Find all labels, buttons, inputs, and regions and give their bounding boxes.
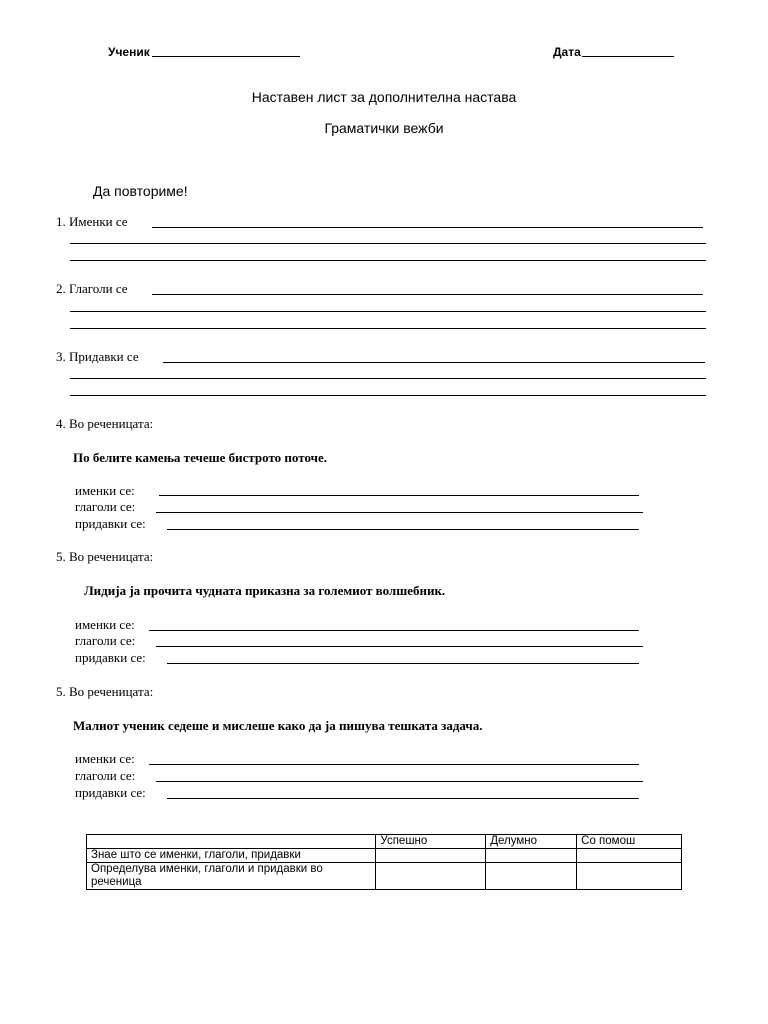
evaluation-cell[interactable] xyxy=(376,849,486,863)
sentence-2-adjectives-label: придавки се: xyxy=(75,650,146,665)
question-3-line-1[interactable] xyxy=(163,362,705,363)
sentence-3-verbs-label: глаголи се: xyxy=(75,768,136,783)
date-line[interactable] xyxy=(582,56,674,57)
sentence-3-verbs-line[interactable] xyxy=(156,781,643,782)
evaluation-header-success: Успешно xyxy=(376,835,486,849)
sentence-1-verbs-label: глаголи се: xyxy=(75,499,136,514)
sentence-1-adjectives-label: придавки се: xyxy=(75,516,146,531)
evaluation-cell[interactable] xyxy=(577,849,682,863)
question-1-label: 1. Именки се xyxy=(56,214,128,229)
evaluation-header-partial: Делумно xyxy=(486,835,577,849)
student-label: Ученик xyxy=(108,45,150,59)
evaluation-cell[interactable] xyxy=(376,863,486,890)
sentence-2-label: 5. Во реченицата: xyxy=(56,549,154,564)
question-1-line-2[interactable] xyxy=(70,243,706,244)
sentence-2-verbs-label: глаголи се: xyxy=(75,633,136,648)
question-1-line-1[interactable] xyxy=(152,227,703,228)
sentence-2-adjectives-line[interactable] xyxy=(167,663,639,664)
sentence-1-nouns-line[interactable] xyxy=(159,495,639,496)
sentence-2-text: Лидија ја прочита чудната приказна за големиот волшебник. xyxy=(84,583,446,598)
question-2-line-1[interactable] xyxy=(152,294,703,295)
date-label: Дата xyxy=(553,45,581,59)
question-1-line-3[interactable] xyxy=(70,260,706,261)
sentence-1-verbs-line[interactable] xyxy=(156,512,643,513)
table-row xyxy=(87,863,682,890)
sentence-3-nouns-label: именки се: xyxy=(75,751,135,766)
sentence-1-adjectives-line[interactable] xyxy=(167,529,639,530)
sentence-1-text: По белите камења течеше бистрото поточе. xyxy=(73,450,327,465)
question-2-line-3[interactable] xyxy=(70,328,706,329)
question-3-line-3[interactable] xyxy=(70,395,706,396)
evaluation-table xyxy=(86,834,682,890)
sentence-3-adjectives-line[interactable] xyxy=(167,798,639,799)
evaluation-header-row xyxy=(87,835,682,849)
question-3-line-2[interactable] xyxy=(70,378,706,379)
sentence-2-verbs-line[interactable] xyxy=(156,646,643,647)
sentence-2-nouns-line[interactable] xyxy=(149,630,639,631)
question-2-label: 2. Глаголи се xyxy=(56,281,128,296)
evaluation-header-cell xyxy=(87,835,376,849)
evaluation-cell[interactable] xyxy=(577,863,682,890)
sentence-3-adjectives-label: придавки се: xyxy=(75,785,146,800)
evaluation-cell[interactable] xyxy=(486,863,577,890)
sentence-3-nouns-line[interactable] xyxy=(149,764,639,765)
page-title: Наставен лист за дополнителна настава xyxy=(251,89,517,105)
evaluation-cell[interactable] xyxy=(486,849,577,863)
sentence-2-nouns-label: именки се: xyxy=(75,617,135,632)
intro-text: Да повториме! xyxy=(93,183,188,199)
question-2-line-2[interactable] xyxy=(70,311,706,312)
page-subtitle: Граматички вежби xyxy=(324,120,444,136)
sentence-1-label: 4. Во реченицата: xyxy=(56,416,154,431)
sentence-1-nouns-label: именки се: xyxy=(75,483,135,498)
table-row xyxy=(87,849,682,863)
sentence-3-label: 5. Во реченицата: xyxy=(56,684,154,699)
evaluation-header-with-help: Со помош xyxy=(577,835,682,849)
question-3-label: 3. Придавки се xyxy=(56,349,139,364)
evaluation-criterion: Знае што се именки, глаголи, придавки xyxy=(87,849,376,863)
sentence-3-text: Малиот ученик седеше и мислеше како да ја пишува тешката задача. xyxy=(73,718,483,733)
student-name-line[interactable] xyxy=(152,56,300,57)
evaluation-criterion: Определува именки, глаголи и придавки во реченица xyxy=(87,863,376,890)
